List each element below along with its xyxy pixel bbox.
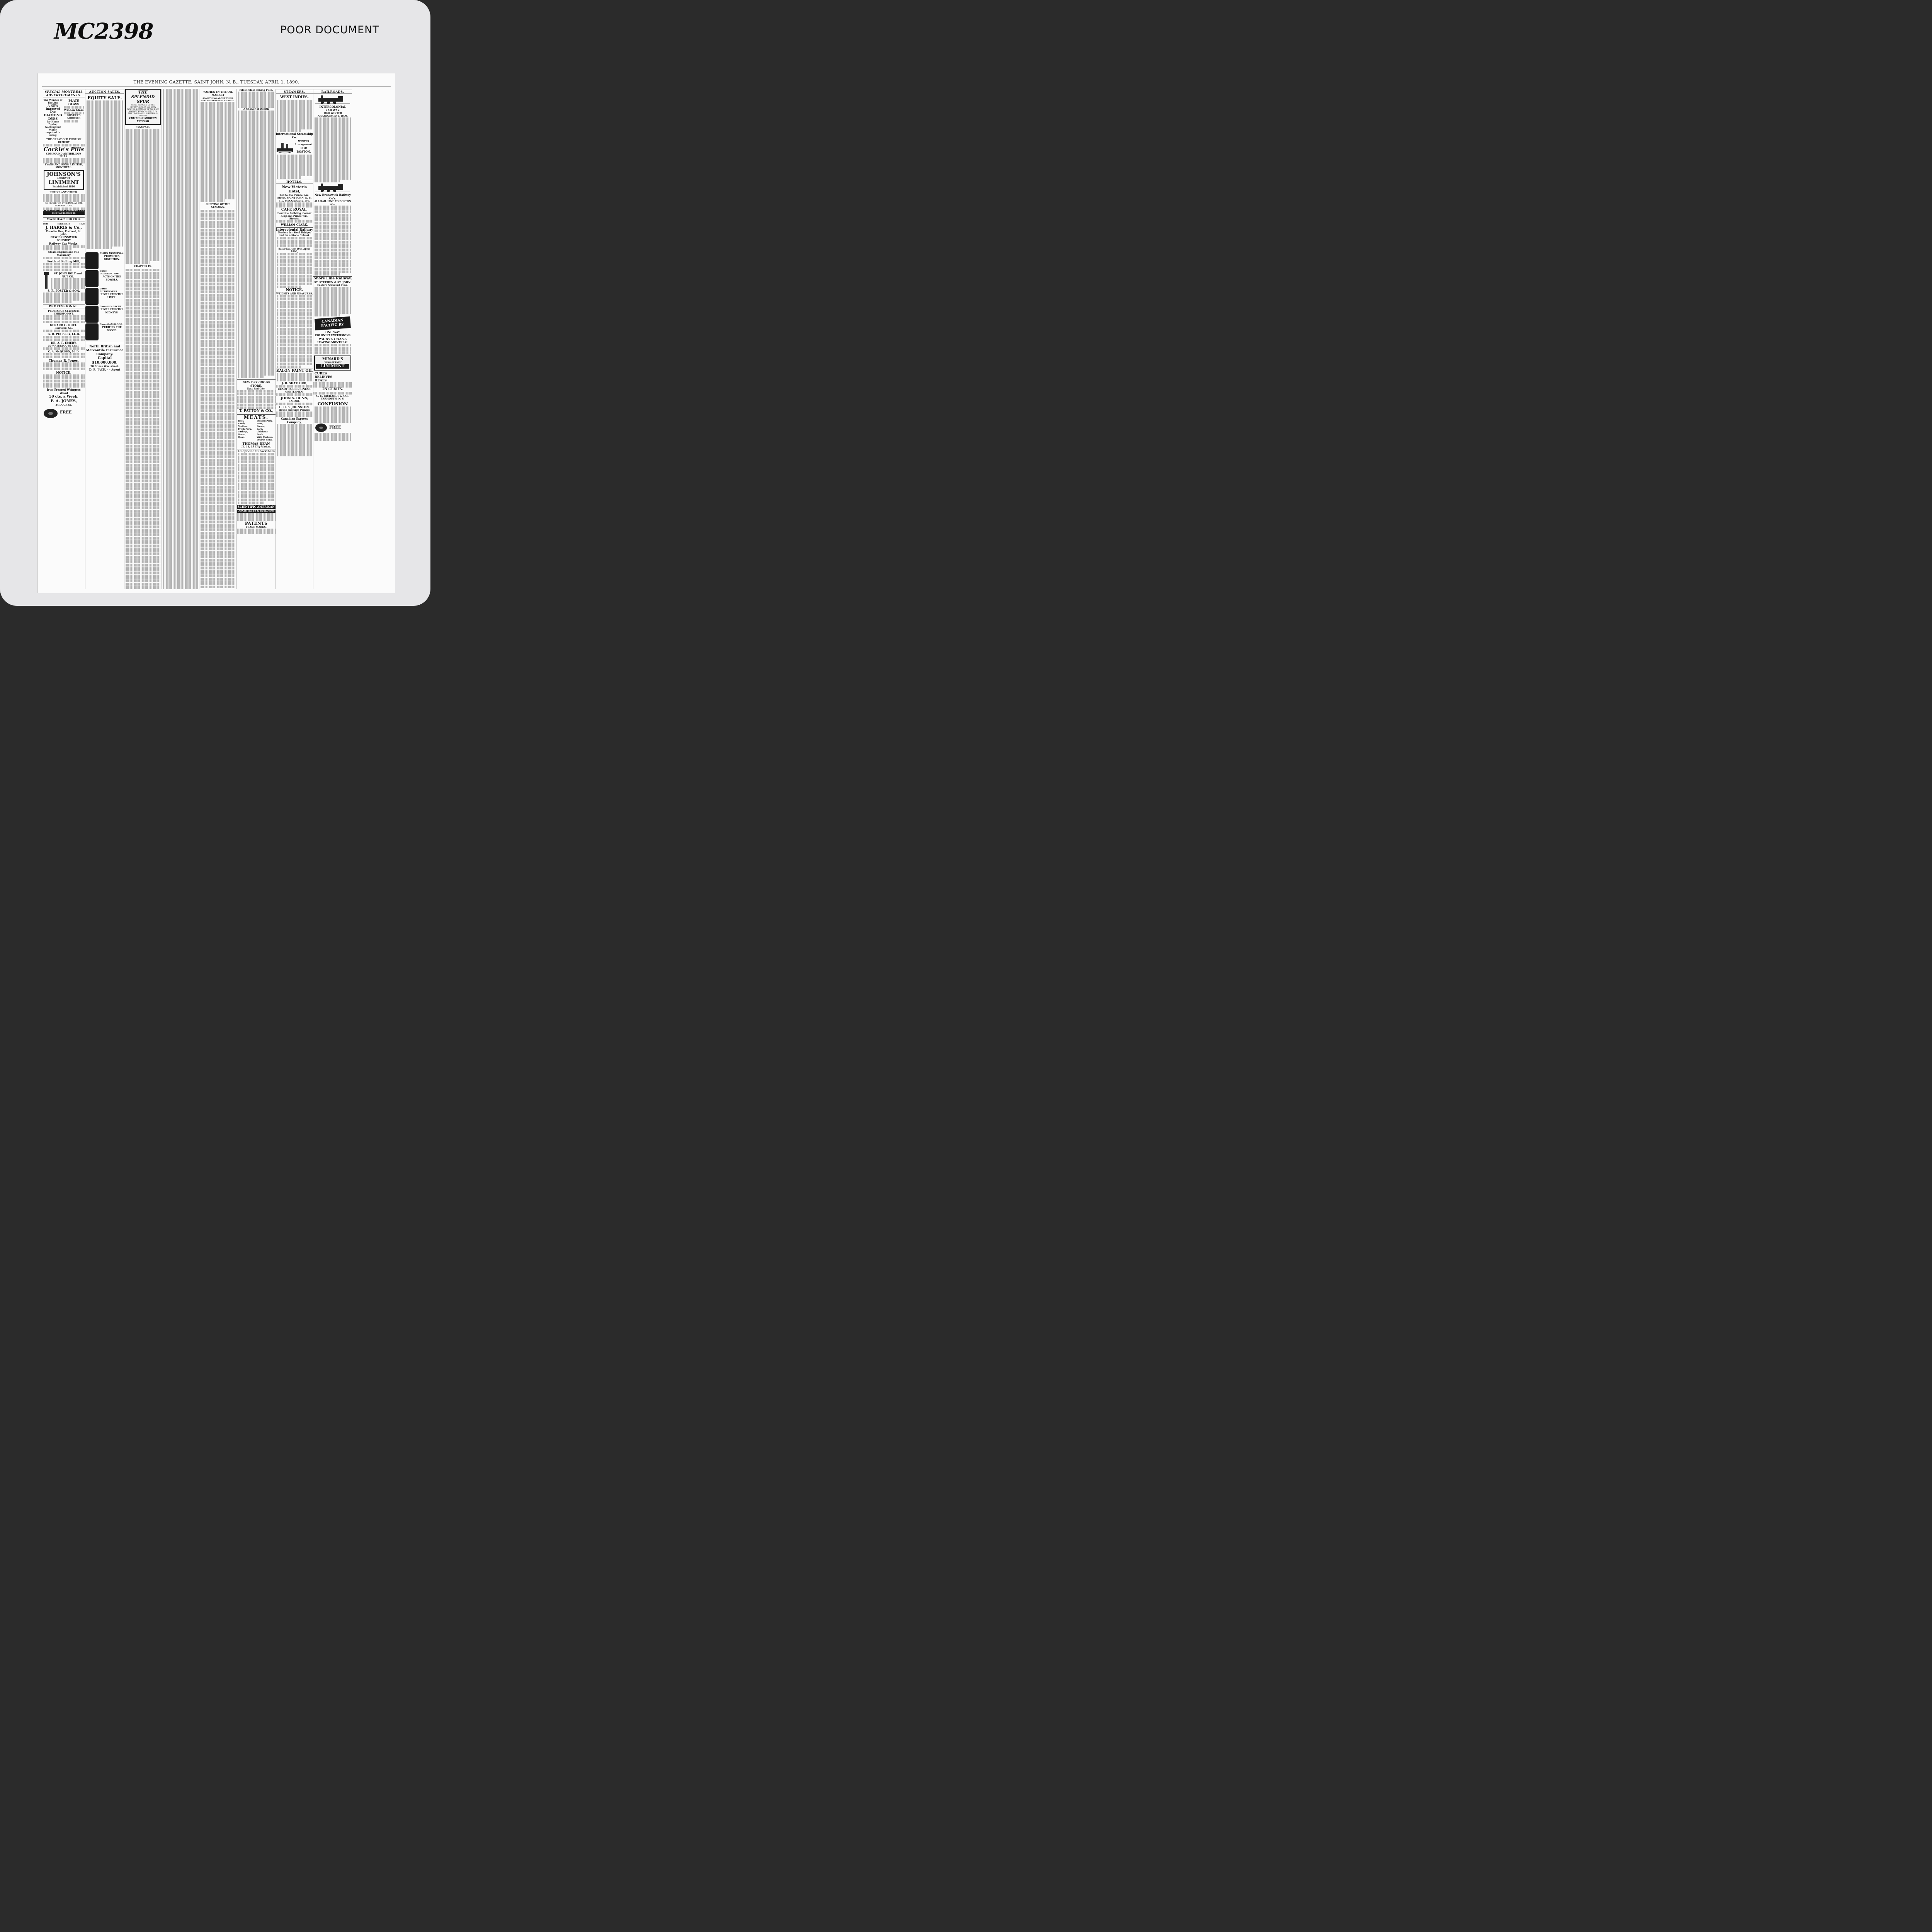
kalon-paint-oil: KALON PAINT OIL (276, 369, 313, 373)
gramophone-icon (43, 408, 58, 418)
ruel-sub: Barrister, &c., (54, 327, 73, 330)
minard-liniment: LINIMENT (316, 364, 349, 369)
diamond-dyes-ad (43, 99, 63, 137)
insurance-capital: Capital $10,000,000. (92, 356, 117, 365)
colonist-excursions: COLONIST EXCURSIONS (315, 333, 350, 337)
st-stephen-st-john: ST. STEPHEN & ST. JOHN. (314, 281, 351, 284)
splendid-spur-edited: EDITED IN MODERN ENGLISH (129, 117, 157, 123)
gentlemen: GENTLEMEN: (285, 391, 304, 393)
victoria-address: 248 to 252 Prince Wm. Street, SAINT JOHN, N. B. (277, 194, 312, 199)
piles-heading: Piles! Piles! Itching Piles. (239, 89, 273, 92)
winter-arrangement-1890: 1890 WINTER ARRANGEMENT. 1890. (318, 112, 348, 117)
meat-item: Lamb, (238, 422, 246, 425)
dry-goods-title: NEW DRY GOODS STORE, (242, 380, 270, 388)
johnson-title: JOHNSON'S (47, 172, 81, 177)
steamship-icon (276, 139, 294, 155)
meat-item: Bacon, (257, 425, 265, 428)
shore-line-railway: Shore Line Railway, (313, 277, 352, 281)
meat-item: Turkeys, (238, 430, 248, 433)
insurance-address: 70 Prince Wm. street. (90, 365, 119, 368)
house-painter: House and Sign Painter. (279, 409, 310, 412)
free-label: FREE (60, 410, 72, 415)
minard-cures: CURES (315, 371, 327, 375)
professional-header: PROFESSIONAL. (43, 304, 85, 308)
for-boston: FOR BOSTON. (296, 146, 311, 153)
william-clark: WILLIAM CLARK. (281, 223, 308, 226)
bitters-side: PURIFIES THE BLOOD. (102, 326, 122, 332)
ready-for-business: READY FOR BUSINESS. (277, 388, 311, 391)
column-steamers-hotels (276, 89, 313, 589)
johnson-tagline: UNLIKE ANY OTHER. (49, 191, 78, 194)
meat-item: Mutton, (238, 425, 248, 428)
condition-note: POOR DOCUMENT (280, 24, 379, 36)
steamers-header: STEAMERS. (276, 90, 313, 94)
johnston: C. H. S. JOHNSTON, (279, 405, 310, 409)
minard-price: 25 CENTS. (322, 388, 343, 391)
minard-heals: HEALS (315, 378, 327, 382)
john-dunn: JOHN S. DUNN, (281, 396, 308, 400)
masthead: THE EVENING GAZETTE, SAINT JOHN, N. B., TUESDAY, APRIL 1, 1890. (133, 80, 299, 85)
johnson-tagline-2: AS MUCH FOR INTERNAL AS FOR EXTERNAL USE. (45, 202, 83, 207)
glass-line: Window Glass (64, 109, 84, 112)
cockles-pills-title: Cockle's Pills (43, 146, 84, 153)
portland-rolling-mill: Portland Rolling Mill, (47, 259, 80, 263)
dean-title: THOMAS DEAN (242, 441, 270, 446)
meats-title: MEATS. (243, 414, 269, 420)
splendid-spur-subtitle: BEING MEMOIRS OF THE ADVENTURES OF MR. JOHN MARVEL A SERVANT OF HIS LATE MAJESTY KING CHARLES I. IN THE YEARS 1642-3 WRITTEN BY HIMSELF (127, 104, 159, 117)
plate-glass-title: PLATE GLASS (68, 99, 80, 106)
bitters-block (85, 288, 124, 305)
johnson-tagline-3: GENERATION AFTER GENERATION HAVE USED AND BLESSED IT. (43, 210, 85, 214)
minard-relieves: RELIEVES (315, 375, 333, 379)
harris-year: 1828 (43, 223, 48, 225)
johnsons-liniment-ad (44, 170, 84, 190)
dyes-line: Nothing but Water (45, 126, 61, 131)
dyes-line: DIAMOND DYES (44, 113, 62, 121)
bitters-label: Cures BAD BLOOD. (100, 323, 123, 326)
weights-measures: WEIGHTS AND MEASURES. (276, 292, 313, 295)
ruel: GERARD G. RUEL, (49, 323, 78, 327)
column-ads-left (43, 89, 85, 589)
victoria-proprietor: J. L. McCOSKERY, Pro. (279, 199, 310, 202)
dry-goods-ad (237, 379, 276, 413)
new-brunswick-railway: New Brunswick Railway Co'y. (315, 193, 351, 200)
harris-place: Paradise Row, Portland, St. John. (46, 230, 82, 236)
special-montreal-header: SPECIAL MONTREAL ADVERTISEMENTS. (43, 90, 85, 97)
newspaper-sheet (37, 73, 395, 593)
richards-co: C. C. RICHARDS & CO., (316, 395, 349, 398)
hotels-header: HOTELS. (276, 180, 313, 184)
canadian-express: Canadian Express Company, (281, 417, 308, 424)
wringer-wood: Wood (60, 391, 68, 395)
pugsley: G. R. PUGSLEY, LL.B. (48, 332, 80, 336)
one-way: ONE WAY (325, 330, 340, 334)
glass-line: MIRRORS (67, 117, 80, 120)
meat-item: Ham, (257, 422, 263, 425)
auction-sales-header: AUCTION SALES. (85, 90, 124, 94)
bitters-block (85, 306, 124, 323)
column-oil-market (199, 89, 236, 589)
meat-item: Duck, (257, 433, 264, 436)
johnson-anodyne: ANODYNE (57, 177, 71, 180)
architects-builders: ARCHITECTS & BUILDERS (237, 510, 276, 513)
dyes-line: A NEW Improved Dye (46, 104, 60, 114)
johnson-liniment: LINIMENT (48, 180, 79, 185)
story-text (124, 129, 162, 264)
locomotive-icon (315, 95, 350, 104)
patents: PATENTS (245, 521, 268, 526)
column-auction (85, 89, 124, 589)
harris-year: 1828 (79, 223, 85, 225)
meat-item: Prairie Hens. (257, 439, 273, 441)
meat-item: Pickled Pork, (257, 420, 273, 422)
west-indies: WEST INDIES. (280, 95, 309, 99)
johnson-established: Established 1810 (53, 185, 75, 188)
pacific-coast: PACIFIC COAST. (318, 337, 347, 341)
insurance-agent: D. R. JACK, - - Agent (89, 367, 121, 371)
telephone-subscribers: Telephone Subscribers (237, 449, 276, 453)
fa-jones: F. A. JONES, (50, 399, 77, 403)
harris-established: Established (57, 223, 70, 225)
oil-market-text (199, 102, 236, 202)
tender-date: Saturday, the 19th April, 1890, (278, 247, 311, 253)
locomotive-icon (315, 184, 350, 192)
thomas-jones: Thomas R. Jones, (49, 358, 79, 362)
intercolonial-tender: Intercolonial Railway (276, 227, 313, 231)
shower-of-wealth: A Shower of Wealth (243, 108, 269, 111)
minard-subtitle: "KING OF PAIN" (323, 361, 342, 364)
notice-heading: NOTICE. (56, 370, 71, 374)
plate-glass-ad (64, 99, 84, 137)
cafe-royal: CAFE ROYAL, (281, 207, 308, 212)
canadian-pacific-logo: CANADIAN PACIFIC RY. (315, 316, 351, 330)
bitters-side: REGULATES THE LIVER. (100, 293, 123, 299)
bolt-icon (43, 272, 50, 289)
free-label: FREE (329, 425, 341, 430)
confusion-heading: CONFUSION (317, 401, 348, 406)
cafe-royal-address: Domville Building, Corner King and Prince Wm. Streets. (277, 212, 312, 220)
meat-item: Geese, (238, 433, 246, 436)
eastern-standard-time: Eastern Standard Time. (317, 284, 348, 287)
bitters-label: Cures HEADACHE. (100, 305, 122, 308)
cockles-sub: COMPOUND ANTIBILIOUS PILLS. (46, 153, 82, 158)
bitters-label: CURES DYSPEPSIA. (100, 252, 124, 255)
bitters-label: Cures CONSTIPATION (100, 270, 119, 275)
bitters-b-icon (85, 270, 99, 287)
cockles-agent: EVANS AND SONS, LIMITED, MONTREAL. (44, 163, 83, 169)
story-continued (162, 89, 199, 589)
patton-title: T. PATTON & CO., (239, 409, 274, 413)
minard-title: MINARD'S (322, 357, 343, 361)
oil-market-deck: SOMETHING ABOUT THEIR SPECULATIONS ON 'CHANGE. (201, 97, 235, 102)
international-steamship: International Steamship Co. (276, 132, 313, 139)
notice-weights: NOTICE. (286, 288, 303, 292)
document-id: MC2398 (54, 19, 153, 44)
emery: DR. A. F. EMERY, (51, 341, 77, 345)
leaving-montreal: LEAVING MONTREAL (317, 340, 348, 344)
meat-item: Chickens, (257, 430, 269, 433)
yarmouth: YARMOUTH, N. S. (321, 398, 345, 400)
emery-address: 50 WATERLOO STREET, (48, 344, 80, 347)
equity-sale: EQUITY SALE. (87, 95, 122, 100)
remedy-title: THE GREAT OLD ENGLISH REMEDY (46, 138, 82, 144)
dry-goods-location: East End City. (247, 387, 265, 390)
dean-address: 13, 14, 15 City Market. (241, 445, 271, 448)
bolt-company: ST. JOHN BOLT and NUT CO. (54, 272, 82, 278)
chapter-heading: CHAPTER IX. (134, 265, 152, 268)
scanned-page (0, 0, 430, 606)
meat-item: Lard, (257, 428, 263, 430)
steam-engines: Steam Engines and Mill Machinery (48, 250, 80, 257)
splendid-spur-title: THE SPLENDID SPUR (131, 90, 155, 104)
railroads-header: RAILROADS. (313, 90, 352, 94)
intercolonial-railway: INTERCOLONIAL RAILWAY. (319, 105, 346, 112)
foundry: NEW BRUNSWICK FOUNDRY (50, 235, 77, 242)
column-railroads (313, 89, 352, 589)
bitters-label: Cures BILIOUSNESS. (100, 287, 117, 293)
seymour: PROFESSOR SEYMOUR, CHIROPODIST. (48, 310, 80, 315)
glass-line: SILVERED (67, 114, 81, 117)
oil-market-headline: WOMEN IN THE OIL MARKET (203, 90, 233, 97)
tenders-text: Tenders for Steel Bridges and for a Stone Culvert. (278, 231, 311, 237)
bitters-b-icon (85, 288, 99, 305)
meat-item: Quail, (238, 436, 245, 439)
railway-car-works: Railway Car Works, (49, 242, 78, 245)
splendid-spur-banner (125, 89, 161, 125)
harris-title: J. HARRIS & Co., (45, 225, 82, 230)
bitters-side: ACTS ON THE BOWELS. (102, 275, 121, 281)
foster-and-son: S. R. FOSTER & SON, (48, 289, 80, 293)
victoria-hotel: New Victoria Hotel, (282, 185, 307, 194)
column-news-ads (236, 89, 276, 589)
bitters-side: PROMOTES DIGESTION. (104, 255, 120, 261)
shatford: J. D. SHATFORD, (282, 381, 307, 385)
meat-item: Fresh Pork, (238, 428, 252, 430)
bitters-b-icon (85, 252, 99, 269)
wringer: Iron Framed Wringers (47, 388, 81, 391)
wringer-price: 50 cts. a Week. (49, 395, 78, 399)
mcqueen: C. A. McQUEEN, M. D. (48, 350, 80, 353)
bitters-block (85, 323, 124, 340)
bitters-side: REGULATES THE KIDNEYS. (100, 308, 123, 314)
shifting-seasons-heading: SHIFTING OF THE SEASONS. (206, 203, 230, 209)
manufacturers-header: MANUFACTURERS. (43, 217, 85, 221)
bitters-block (85, 252, 124, 269)
column-story-2 (162, 89, 199, 589)
insurance-company: North British and Mercantile Insurance Company. (86, 344, 124, 356)
meats-ad (237, 414, 276, 448)
scientific-american: SCIENTIFIC AMERICAN (237, 505, 276, 509)
trade-marks: TRADE MARKS. (246, 526, 267, 529)
all-rail-line: ALL RAIL LINE TO BOSTON &C. (314, 200, 351, 206)
tailor: TAILOR, (289, 400, 300, 403)
burdock-bitters-ad (85, 252, 124, 340)
dyes-line: The Wonder of The Age (43, 99, 63, 104)
synopsis-heading: SYNOPSIS. (136, 126, 150, 129)
dyes-line: required in using (46, 131, 60, 137)
fa-jones-address: 34 DOCK ST. (55, 403, 72, 406)
dyes-line: for Home Dyeing (47, 121, 59, 126)
winter-arrangement: WINTER Arrangement. (294, 140, 313, 146)
minards-liniment-ad (314, 355, 351, 371)
meat-item: Wild Turkeys, (257, 436, 273, 439)
bitters-b-icon (85, 306, 99, 323)
bitters-b-icon (85, 323, 99, 340)
column-story-1 (124, 89, 162, 589)
bitters-block (85, 270, 124, 287)
gramophone-icon (315, 423, 328, 433)
meat-item: Beef, (238, 420, 244, 422)
